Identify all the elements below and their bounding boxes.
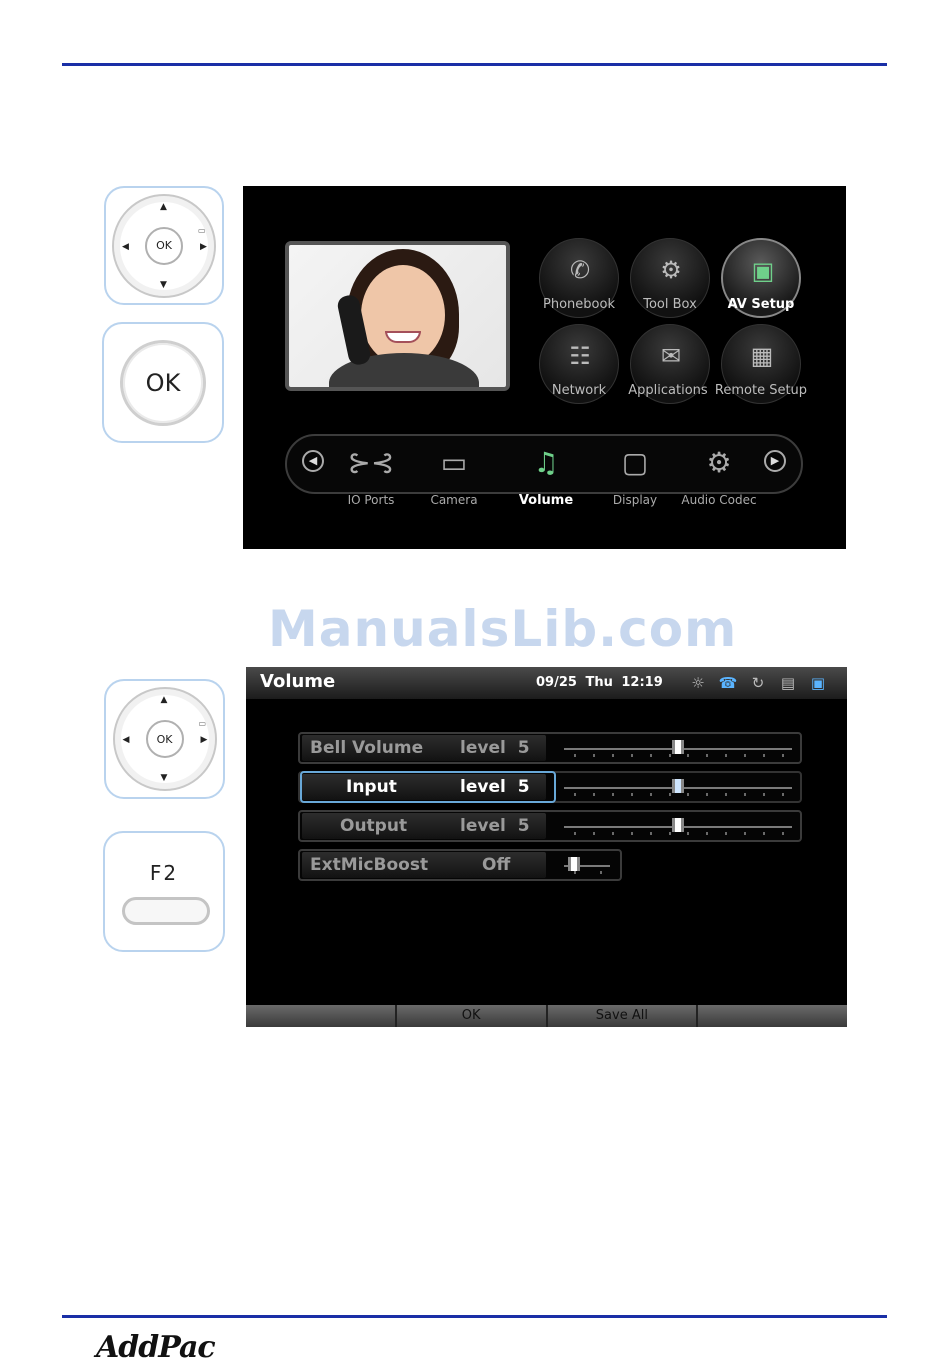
slider-tick — [725, 793, 727, 796]
slider-tick — [574, 754, 576, 757]
setting-value: level 5 — [460, 738, 530, 758]
app-label-network: Network — [551, 383, 607, 398]
softkey-f4[interactable] — [698, 1005, 847, 1027]
ok-button[interactable]: OK — [145, 227, 183, 265]
tray-left-arrow-icon[interactable]: ◀ — [302, 450, 324, 472]
book-icon: ▭ — [198, 719, 207, 728]
ok-card — [102, 322, 224, 443]
dpad-card-1 — [104, 186, 224, 305]
slider-tick — [631, 793, 633, 796]
tray-label-audio-codec: Audio Codec — [681, 493, 757, 507]
f2-label: F2 — [149, 861, 179, 885]
slider-tick — [706, 754, 708, 757]
tray-label-display: Display — [612, 493, 658, 507]
app-label-applications: Applications — [628, 383, 708, 398]
slider-tick — [631, 754, 633, 757]
slider-tick — [782, 832, 784, 835]
slider-tick — [763, 832, 765, 835]
slider-thumb[interactable] — [568, 857, 580, 871]
slider-tick — [687, 793, 689, 796]
softkey-save-all[interactable]: Save All — [548, 1005, 699, 1027]
right-arrow-icon[interactable]: ▶ — [200, 735, 208, 745]
app-label-av-setup: AV Setup — [727, 297, 795, 312]
bottom-rule — [62, 1315, 887, 1318]
slider-tick — [593, 793, 595, 796]
setting-row[interactable] — [298, 849, 622, 881]
softkey-f1[interactable] — [246, 1005, 397, 1027]
slider-tick — [612, 793, 614, 796]
volume-title: Volume — [260, 671, 336, 692]
slider-tick — [725, 832, 727, 835]
tray-label-camera: Camera — [430, 493, 478, 507]
slider-tick — [687, 754, 689, 757]
gear-glyph: ⚙ — [660, 256, 682, 284]
monitor-glyph: ▣ — [751, 257, 775, 285]
slider-tick — [669, 832, 671, 835]
slider-tick — [574, 871, 576, 874]
f2-card — [103, 831, 225, 952]
slider-tick — [744, 754, 746, 757]
app-label-remote-setup: Remote Setup — [714, 383, 808, 398]
slider-tick — [650, 793, 652, 796]
slider-tick — [763, 754, 765, 757]
io-ports-icon[interactable]: ⊱⊰ — [347, 446, 395, 479]
book-icon: ▭ — [198, 225, 206, 235]
slider-tick — [669, 754, 671, 757]
setting-row[interactable] — [298, 732, 802, 764]
setting-row[interactable] — [298, 810, 802, 842]
dpad[interactable] — [112, 194, 216, 298]
card-icon: ▤ — [780, 674, 796, 692]
slider-tick — [593, 832, 595, 835]
slider-tick — [600, 871, 602, 874]
slider-tick — [612, 832, 614, 835]
app-label-toolbox: Tool Box — [643, 297, 697, 312]
slider-tick — [650, 832, 652, 835]
softkey-ok[interactable]: OK — [397, 1005, 548, 1027]
app-label-phonebook: Phonebook — [543, 297, 615, 312]
remote-setup-glyph: ▦ — [750, 342, 774, 370]
slider-tick — [612, 754, 614, 757]
left-arrow-icon[interactable]: ◀ — [122, 735, 130, 745]
slider-tick — [574, 793, 576, 796]
down-arrow-icon[interactable]: ▼ — [160, 773, 168, 783]
f2-button[interactable] — [122, 897, 210, 925]
slider-tick — [650, 754, 652, 757]
down-arrow-icon[interactable]: ▼ — [160, 279, 167, 290]
setting-value: level 5 — [460, 777, 530, 797]
tray-label-io-ports: IO Ports — [347, 493, 395, 507]
dpad[interactable] — [113, 687, 217, 791]
slider-tick — [763, 793, 765, 796]
caller-photo — [285, 241, 510, 391]
phonebook-glyph: ✆ — [569, 256, 591, 284]
slider-tick — [744, 832, 746, 835]
setting-value: Off — [482, 855, 511, 875]
up-arrow-icon[interactable]: ▲ — [160, 695, 168, 705]
right-arrow-icon[interactable]: ▶ — [200, 241, 207, 252]
slider-tick — [574, 832, 576, 835]
audio-codec-icon[interactable]: ⚙ — [706, 446, 732, 479]
dpad-card-2 — [104, 679, 225, 799]
setting-name: Output — [340, 816, 408, 836]
volume-icon[interactable]: ♫ — [533, 446, 559, 479]
softkey-bar — [246, 1005, 847, 1027]
applications-glyph: ✉ — [660, 342, 682, 370]
setting-name: ExtMicBoost — [310, 855, 429, 875]
selection-highlight — [300, 771, 556, 803]
sun-icon: ☼ — [691, 674, 705, 692]
watermark: ManualsLib.com — [268, 600, 738, 658]
volume-screen — [246, 667, 847, 1027]
tray-right-arrow-icon[interactable]: ▶ — [764, 450, 786, 472]
slider-thumb[interactable] — [672, 779, 684, 793]
top-rule — [62, 63, 887, 66]
display-icon[interactable]: ▢ — [621, 446, 649, 479]
setting-name: Bell Volume — [310, 738, 424, 758]
setting-value: level 5 — [460, 816, 530, 836]
setting-name: Input — [346, 777, 397, 797]
slider-tick — [725, 754, 727, 757]
slider-tick — [706, 832, 708, 835]
refresh-icon: ↻ — [751, 674, 765, 692]
left-arrow-icon[interactable]: ◀ — [122, 241, 129, 252]
addpac-logo: AddPac — [96, 1330, 215, 1365]
slider-tick — [782, 754, 784, 757]
ok-button[interactable]: OK — [146, 720, 184, 758]
tray-label-volume: Volume — [518, 493, 574, 508]
network-glyph: ☷ — [569, 342, 591, 370]
slider-tick — [593, 754, 595, 757]
photo-face — [361, 265, 445, 365]
ok-big-button[interactable]: OK — [120, 340, 206, 426]
datetime: 09/25 Thu 12:19 — [536, 675, 663, 690]
slider-thumb[interactable] — [672, 818, 684, 832]
slider-tick — [782, 793, 784, 796]
slider-tick — [631, 832, 633, 835]
slider-tick — [687, 832, 689, 835]
slider-tick — [669, 793, 671, 796]
setting-label-box — [302, 735, 546, 761]
network-status-icon: ☎ — [718, 674, 738, 692]
setting-label-box — [302, 852, 546, 878]
slider-thumb[interactable] — [672, 740, 684, 754]
main-menu-screen — [243, 186, 846, 549]
setting-label-box — [302, 813, 546, 839]
slider-tick — [744, 793, 746, 796]
up-arrow-icon[interactable]: ▲ — [160, 201, 167, 212]
camera-icon[interactable]: ▭ — [440, 446, 468, 479]
monitor-icon: ▣ — [810, 674, 826, 692]
slider-tick — [706, 793, 708, 796]
